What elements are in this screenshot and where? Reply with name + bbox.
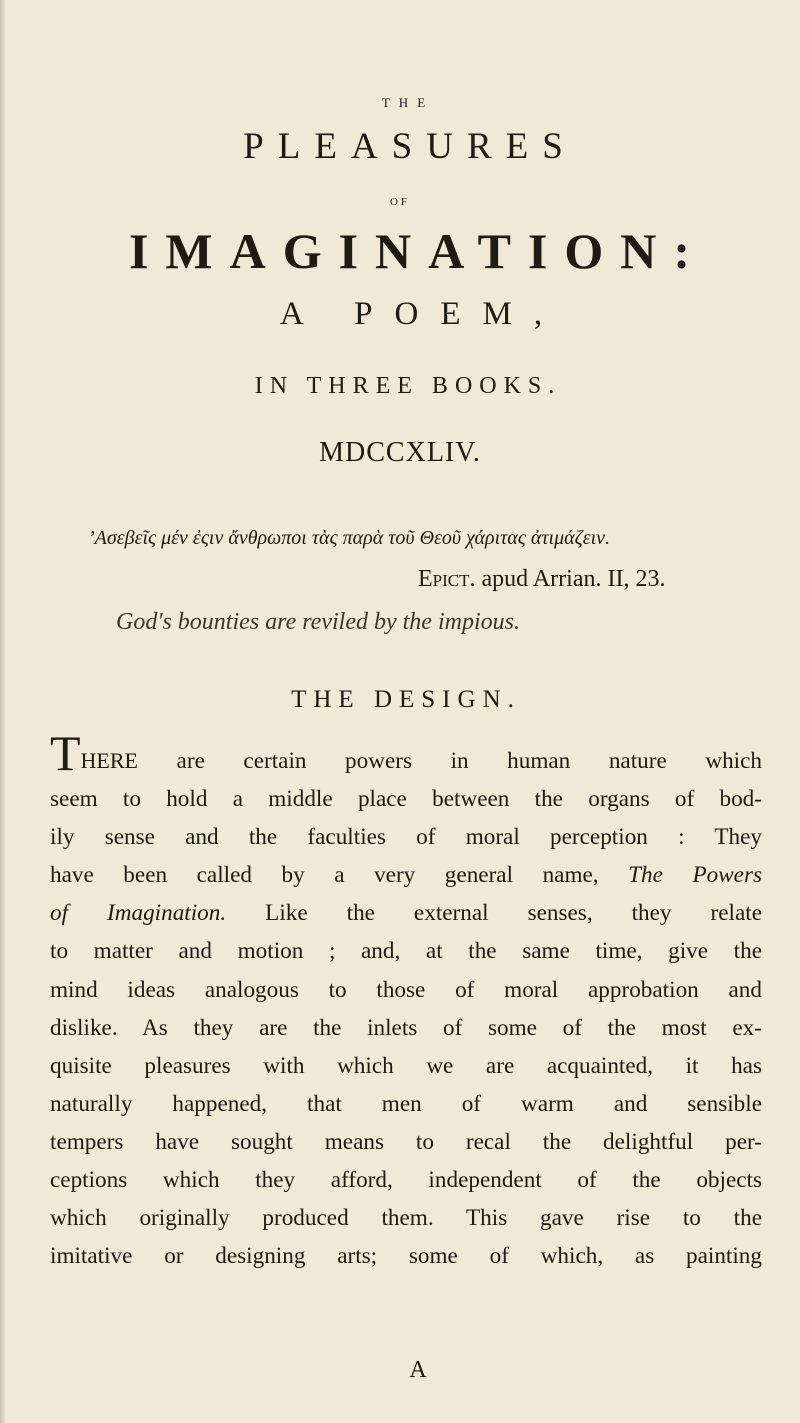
body-line-6: to matter and motion ; and, at the same time, give the <box>50 938 762 965</box>
title-imagination: IMAGINATION: <box>128 223 708 279</box>
body-line-4: have been called by a very general name, The Powers <box>50 862 763 889</box>
body-line-10: naturally happened, that men of warm and sensible <box>50 1090 762 1117</box>
catchword: A <box>409 1357 427 1383</box>
body-line-14: imitative or designing arts; some of which, as painting <box>50 1243 762 1270</box>
body-line-12: ceptions which they afford, independent of the objects <box>50 1167 762 1194</box>
first-word-rest: HERE <box>80 748 138 773</box>
drop-cap: T <box>50 725 81 781</box>
title-the: THE <box>381 95 435 110</box>
citation-author: Epict. <box>418 566 476 592</box>
subtitle-a-poem: A POEM, <box>279 296 565 332</box>
body-line-3: ily sense and the faculties of moral perception : They <box>50 824 762 851</box>
body-line-8: dislike. As they are the inlets of some of the most ex- <box>50 1014 762 1041</box>
italic-phrase: The Powers <box>628 862 763 889</box>
publication-date: MDCCXLIV. <box>319 437 481 468</box>
section-body <box>50 725 763 1275</box>
epigraph-translation: God's bounties are reviled by the impious. <box>116 609 520 635</box>
epigraph-citation <box>418 566 665 593</box>
section-heading: THE DESIGN. <box>291 686 521 713</box>
title-of: OF <box>389 196 411 208</box>
epigraph-greek: ’Ασεβεῖς μέν ἐςιν ἄνθρωποι τὰς παρὰ τοῦ Θεοῦ χάριτας ἀτιμάζειν. <box>88 527 611 549</box>
body-line-11: tempers have sought means to recal the delightful per- <box>50 1128 762 1155</box>
body-line-13: which originally produced them. This gave rise to the <box>50 1205 762 1232</box>
citation-source: apud Arrian. II, 23. <box>481 566 666 592</box>
body-line-1: THERE are certain powers in human nature which <box>50 725 762 781</box>
title-pleasures: PLEASURES <box>243 126 577 167</box>
body-line-2: seem to hold a middle place between the organs of bod- <box>50 786 762 813</box>
subtitle-three-books: IN THREE BOOKS. <box>254 373 562 399</box>
italic-phrase-cont: of Imagination. <box>50 900 227 927</box>
body-line-9: quisite pleasures with which we are acquainted, it has <box>50 1052 762 1079</box>
body-line-7: mind ideas analogous to those of moral approbation and <box>50 976 762 1003</box>
body-line-5: of Imagination. Like the external senses, they relate <box>50 900 762 927</box>
